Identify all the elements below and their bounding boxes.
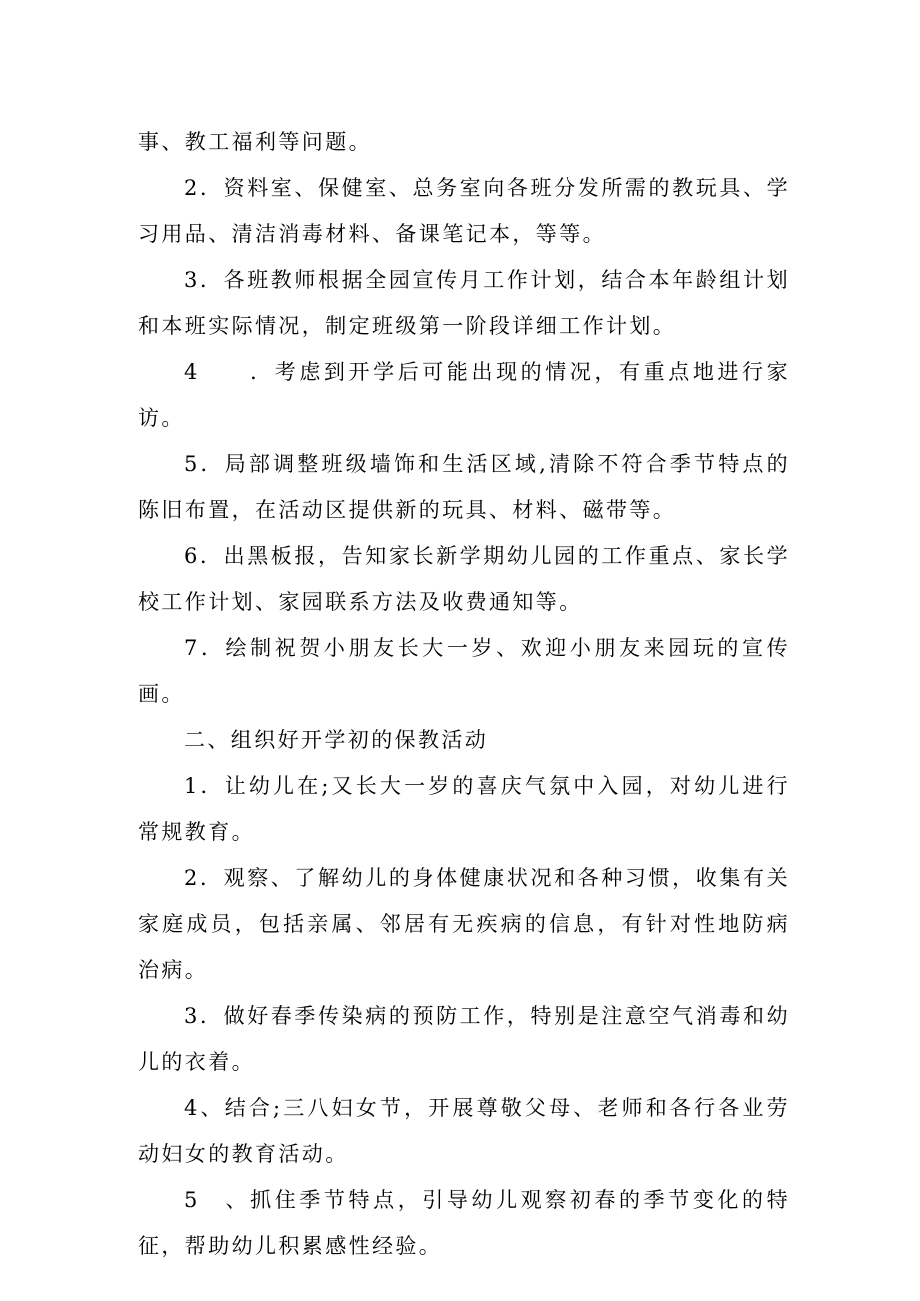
paragraph-1: 事、教工福利等问题。 [138, 130, 372, 154]
paragraph-4: 4 ．考虑到开学后可能出现的情况，有重点地进行家访。 [138, 360, 790, 430]
section-heading: 二、组织好开学初的保教活动 [184, 728, 489, 752]
document-page [138, 119, 790, 1269]
paragraph-11: 3．做好春季传染病的预防工作，特别是注意空气消毒和幼儿的衣着。 [138, 1004, 790, 1074]
paragraph-12: 4、结合;三八妇女节，开展尊敬父母、老师和各行各业劳动妇女的教育活动。 [138, 1096, 790, 1166]
paragraph-10: 2．观察、了解幼儿的身体健康状况和各种习惯，收集有关家庭成员，包括亲属、邻居有无疾病的信息，有针对性地防病治病。 [138, 866, 790, 982]
paragraph-2: 2．资料室、保健室、总务室向各班分发所需的教玩具、学习用品、清洁消毒材料、备课笔记本，等等。 [138, 176, 790, 246]
paragraph-6: 6．出黑板报，告知家长新学期幼儿园的工作重点、家长学校工作计划、家园联系方法及收费通知等。 [138, 544, 790, 614]
paragraph-7: 7．绘制祝贺小朋友长大一岁、欢迎小朋友来园玩的宣传画。 [138, 636, 790, 706]
paragraph-9: 1．让幼儿在;又长大一岁的喜庆气氛中入园，对幼儿进行常规教育。 [138, 774, 790, 844]
paragraph-13: 5 、抓住季节特点，引导幼儿观察初春的季节变化的特征，帮助幼儿积累感性经验。 [138, 1188, 790, 1258]
paragraph-3: 3．各班教师根据全园宣传月工作计划，结合本年龄组计划和本班实际情况，制定班级第一阶段详细工作计划。 [138, 268, 790, 338]
paragraph-5: 5．局部调整班级墙饰和生活区域,清除不符合季节特点的陈旧布置，在活动区提供新的玩具、材料、磁带等。 [138, 452, 790, 522]
